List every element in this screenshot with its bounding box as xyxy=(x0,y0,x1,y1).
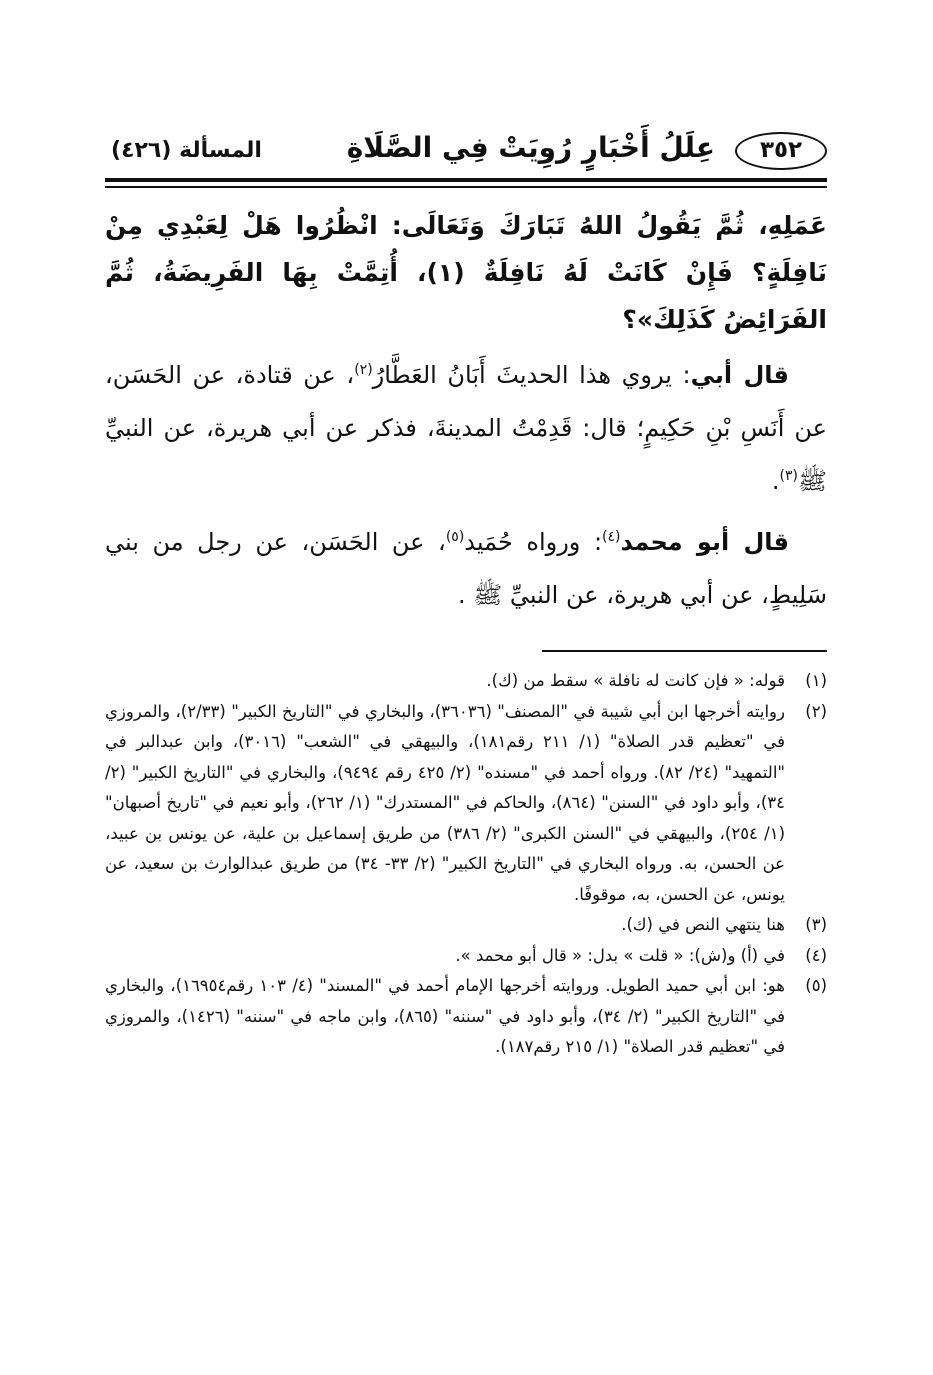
footnote xyxy=(105,971,827,1063)
hadith-quote: عَمَلِهِ، ثُمَّ يَقُولُ اللهُ تَبَارَكَ وَتَعَالَى: انْظُرُوا هَلْ لِعَبْدِي مِنْ نَافِلَةٍ؟ فَإِنْ كَانَتْ لَهُ نَافِلَةٌ (١)، أُتِمَّتْ بِهَا الفَرِيضَةُ، ثُمَّ الفَرَائِضُ كَذَلِكَ»؟ xyxy=(105,211,828,334)
book-title: عِلَلُ أَخْبَارٍ رُوِيَتْ فِي الصَّلَاةِ xyxy=(346,131,715,164)
footnote-separator xyxy=(542,650,827,652)
footnote-number: (١) xyxy=(805,671,827,690)
footnote-text: هنا ينتهي النص في (ك). xyxy=(621,915,785,934)
footnote xyxy=(105,666,827,697)
book-page xyxy=(105,110,828,1056)
footnote-ref[interactable]: (٢) xyxy=(354,362,373,378)
paragraph-text: ، عن الحَسَن، عن رجل من بني سَلِيطٍ، عن أبي هريرة، عن النبيِّ ﷺ . xyxy=(105,528,827,609)
footnote-ref[interactable]: (٥) xyxy=(445,529,465,545)
page-number: ٣٥٢ xyxy=(735,132,827,170)
footnote-number: (٤) xyxy=(805,945,827,965)
footnote-number: (٥) xyxy=(805,976,827,995)
footnote-number: (٢) xyxy=(805,701,827,721)
footnotes xyxy=(105,666,827,1063)
paragraph-text: . xyxy=(771,467,780,495)
paragraph-lead: قال أبي xyxy=(690,361,790,389)
footnote-text: روايته أخرجها ابن أبي شيبة في "المصنف" (٣٦٠٣٦)، والبخاري في "التاريخ الكبير" (٢/٣٣)، والمروزي في "تعظيم قدر الصلاة" (١/ ٢١١ رقم١٨١)، والبيهقي في "الشعب" (٣٠١٦)، وابن عبدالبر في "التمهيد" (٢٤/ ٨٢). ورواه أحمد في "مسنده" (٢/ ٤٢٥ رقم ٩٤٩٤)، والبخاري في "التاريخ الكبير" (٢/ ٣٤)، وأبو داود في "السنن" (٨٦٤)، والحاكم في "المستدرك" (١/ ٢٦٢)، وأبو نعيم في "تاريخ أصبهان" (١/ ٢٥٤)، والبيهقي في "السنن الكبرى" (٢/ ٣٨٦) من طريق إسماعيل بن علية، عن يونس بن عبيد، عن الحسن، به. ورواه البخاري في "التاريخ الكبير" (٢/ ٣٣- ٣٤) من طريق عبدالوارث بن سعيد، عن يونس، عن الحسن، به، موقوفًا. xyxy=(105,701,786,904)
page-header xyxy=(105,110,827,176)
footnote-number: (٣) xyxy=(805,915,827,934)
paragraph-text: ، عن قتادة، عن الحَسَن، عن أَنَسِ بْنِ حَكِيمٍ؛ قال: قَدِمْتُ المدينةَ، فذكر عن أبي هريرة، عن النبيِّ ﷺ xyxy=(105,361,827,495)
paragraph-text: : يروي هذا الحديثَ أَبَانُ العَطَّارُ xyxy=(372,361,691,389)
footnote-ref[interactable]: (٣) xyxy=(779,468,798,484)
footnote xyxy=(105,941,827,972)
header-rule-thin xyxy=(105,186,827,188)
paragraph-abi xyxy=(105,349,827,508)
footnote xyxy=(105,910,827,941)
main-text xyxy=(105,202,827,630)
paragraph-lead: قال أبو محمد xyxy=(620,528,790,556)
header-rule-thick xyxy=(105,178,827,182)
paragraph-text: : ورواه حُمَيد xyxy=(464,528,603,556)
footnote xyxy=(105,697,827,911)
issue-label: المسألة (٤٢٦) xyxy=(111,138,262,163)
footnote-text: قوله: « فإن كانت له نافلة » سقط من (ك). xyxy=(486,671,785,690)
paragraph-abu-muhammad xyxy=(105,516,827,622)
footnote-text: هو: ابن أبي حميد الطويل. وروايته أخرجها الإمام أحمد في "المسند" (٤/ ١٠٣ رقم١٦٩٥٤)، والبخاري في "التاريخ الكبير" (٢/ ٣٤)، وأبو داود في "سننه" (٨٦٥)، وابن ماجه في "سننه" (١٤٢٦)، والمروزي في "تعظيم قدر الصلاة" (١/ ٢١٥ رقم١٨٧). xyxy=(105,976,785,1056)
footnote-text: في (أ) و(ش): « قلت » بدل: « قال أبو محمد ». xyxy=(455,945,785,965)
footnote-ref[interactable]: (٤) xyxy=(602,529,621,545)
